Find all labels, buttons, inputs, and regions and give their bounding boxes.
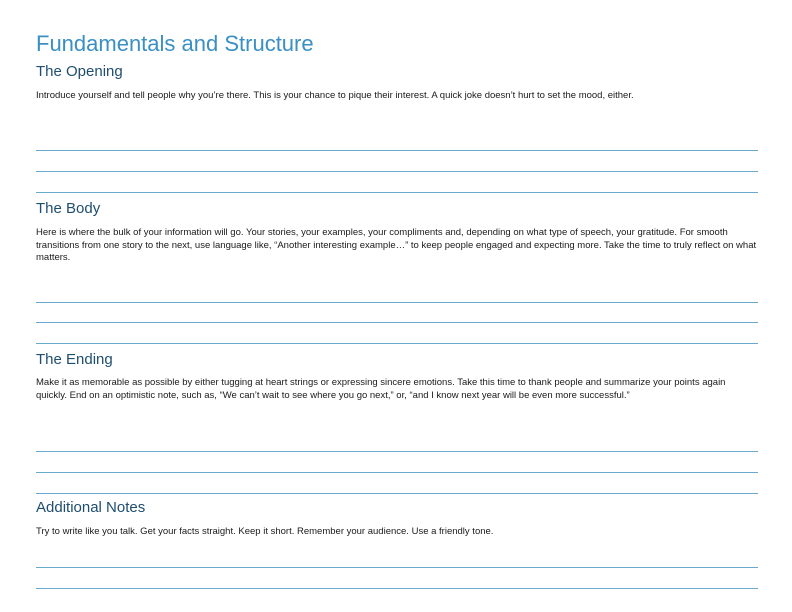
writing-line[interactable] — [36, 588, 758, 589]
writing-line[interactable] — [36, 302, 758, 303]
section-text-opening: Introduce yourself and tell people why you’re there. This is your chance to pique their interest. A quick joke doesn’t hurt to set the mood, either. — [36, 90, 634, 101]
writing-line[interactable] — [36, 343, 758, 344]
section-text-additional-notes: Try to write like you talk. Get your facts straight. Keep it short. Remember your audience. Use a friendly tone. — [36, 526, 494, 537]
section-heading-additional-notes: Additional Notes — [36, 499, 146, 516]
writing-line[interactable] — [36, 322, 758, 323]
section-heading-ending: The Ending — [36, 351, 113, 368]
writing-line[interactable] — [36, 192, 758, 193]
section-text-body: Here is where the bulk of your information will go. Your stories, your examples, your compliments and, depending on what type of speech, your gratitude. For smooth transitions from one story to the next, use language like, “Another interesting example…” to keep people engaged and expecting more. Take the time to truly reflect on what matters. — [36, 227, 757, 263]
writing-line[interactable] — [36, 472, 758, 473]
page-title: Fundamentals and Structure — [36, 31, 314, 56]
writing-line[interactable] — [36, 493, 758, 494]
writing-line[interactable] — [36, 171, 758, 172]
section-heading-opening: The Opening — [36, 63, 123, 80]
writing-line[interactable] — [36, 451, 758, 452]
writing-line[interactable] — [36, 150, 758, 151]
writing-line[interactable] — [36, 567, 758, 568]
section-heading-body: The Body — [36, 200, 101, 217]
section-text-ending: Make it as memorable as possible by either tugging at heart strings or expressing sincere emotions. Take this time to thank people and summarize your points again quickly. End on an optimistic note, such as, “We can’t wait to see where you go next,” or, “and I know next year will be even more successful.” — [36, 377, 726, 401]
